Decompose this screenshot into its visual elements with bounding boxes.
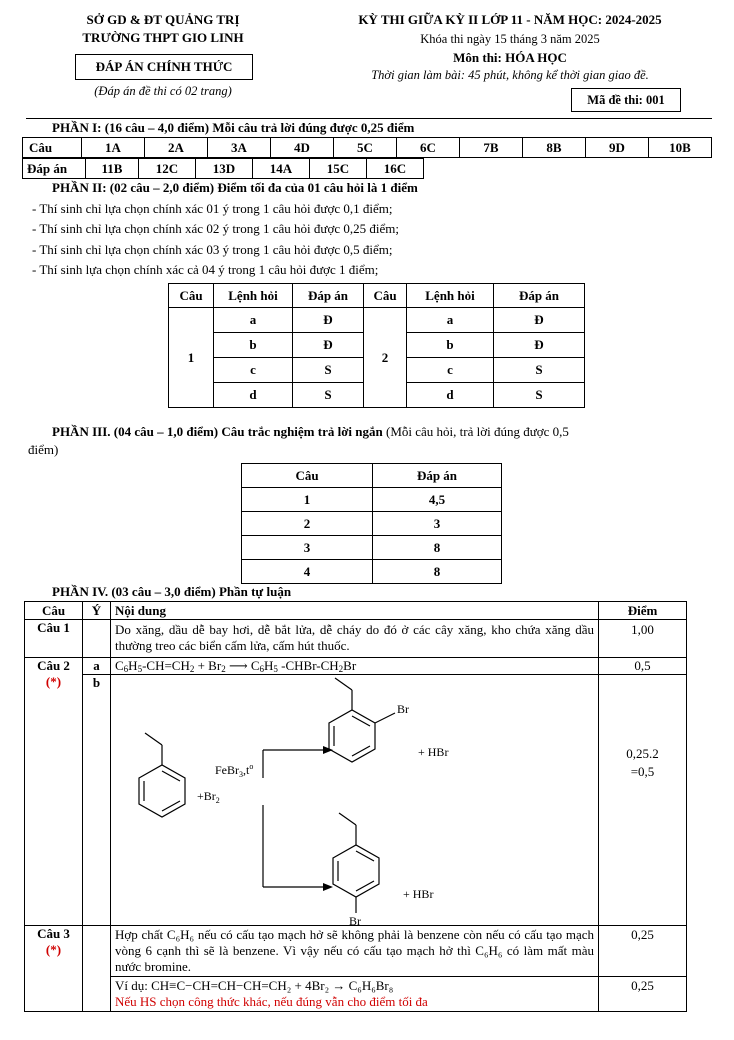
table-row [25,658,687,675]
c2a-score: 0,5 [599,658,687,675]
c2a-letter: a [83,658,111,675]
exam-title: KỲ THI GIỮA KỲ II LỚP 11 - NĂM HỌC: 2024-2025 [358,12,662,27]
part1-cell: 10B [649,138,712,158]
dept-name: SỞ GD & ĐT QUẢNG TRỊ [86,12,240,27]
part3-title-line2: điểm) [28,442,59,457]
part3-header: Đáp án [373,464,502,488]
part1-cell: 3A [208,138,271,158]
part2-header: Đáp án [293,284,364,308]
part2-cell: Đ [293,308,364,333]
part2-header: Lệnh hỏi [407,284,494,308]
part2-header: Lệnh hỏi [214,284,293,308]
part2-q2: 2 [364,308,407,408]
table-row [25,675,687,926]
c3-label-cell [25,926,83,1012]
part1-cell: 4D [271,138,334,158]
table-row [242,536,502,560]
part3-cell: 1 [242,488,373,512]
part3-title [52,424,720,440]
catalyst-label: $FeBr_3,t^o$ [215,762,254,779]
part3-table [241,463,502,584]
br-ortho-label: Br [397,702,409,716]
part1-cell: 8B [523,138,586,158]
part3-cell: 3 [373,512,502,536]
part1-table [22,137,712,158]
c2-star: (*) [45,674,62,689]
pages-note: (Đáp án đề thi có 02 trang) [94,84,232,98]
part1-cell: 11B [86,159,139,179]
c3-text: Hợp chất C₆H₆ nếu có cấu tạo mạch hở sẽ không phải là benzene còn nếu có cấu tạo mạch vòng 6 cạnh thì sẽ là benzene. Vì vậy nếu có cấu tạo mạch hở thì C₆H₆ có làm mất màu nước bromine. [111,926,599,977]
c2-label: Câu 2 [37,658,70,673]
part1-cell: 16C [367,159,424,179]
arrowhead-ortho [323,746,333,754]
table-row [169,308,585,333]
benzene-ring-para [333,845,379,897]
part2-rule: - Thí sinh chỉ lựa chọn chính xác 03 ý trong 1 câu hỏi được 0,5 điểm; [32,242,393,257]
part3-header-row [242,464,502,488]
part2-cell: S [494,358,585,383]
c1-letter-cell [83,620,111,658]
part1-table-row2 [22,158,424,179]
part3-cell: 8 [373,560,502,584]
part4-title: PHẦN IV. (03 câu – 3,0 điểm) Phần tự luận [52,584,292,599]
subject: Môn thi: HÓA HỌC [453,50,567,65]
c3-label: Câu 3 [37,926,70,941]
c3-note: Nếu HS chọn công thức khác, nếu đúng vẫn cho điểm tối đa [115,994,428,1009]
part1-cell: 13D [196,159,253,179]
part2-q1: 1 [169,308,214,408]
table-row [242,560,502,584]
part1-cell: 7B [460,138,523,158]
part2-header: Câu [364,284,407,308]
part2-cell: b [407,333,494,358]
part2-cell: d [407,383,494,408]
part3-cell: 4 [242,560,373,584]
part4-header: Câu [25,602,83,620]
part1-cell: Câu [23,138,82,158]
c3-example-cell [111,977,599,1012]
part2-table [168,283,585,408]
part1-cell: 12C [139,159,196,179]
part3-cell: 2 [242,512,373,536]
part2-cell: S [293,358,364,383]
exam-code: Mã đề thi: 001 [571,88,681,112]
part2-cell: c [407,358,494,383]
part4-table [24,601,687,1012]
c3-score-2: 0,25 [599,977,687,1012]
part3-cell: 3 [242,536,373,560]
part2-cell: a [407,308,494,333]
table-row [25,926,687,977]
c1-score: 1,00 [599,620,687,658]
part2-cell: Đ [494,308,585,333]
reaction-scheme [111,675,599,925]
part3-title-rest: (Mỗi câu hỏi, trả lời đúng được 0,5 [382,424,569,439]
part1-row-2 [23,159,424,179]
header-divider [26,118,712,119]
c2b-score-2: =0,5 [630,764,655,779]
part3-title-bold: PHẦN III. (04 câu – 1,0 điểm) Câu trắc nghiệm trả lời ngắn [52,424,383,439]
c2b-score-1: 0,25.2 [626,746,659,761]
official-box: ĐÁP ÁN CHÍNH THỨC [75,54,253,80]
benzene-ring-start [139,765,185,817]
part4-header: Nội dung [111,602,599,620]
part2-cell: b [214,333,293,358]
part4-header-row [25,602,687,620]
hbr-label-1: + HBr [418,745,449,759]
part2-header: Đáp án [494,284,585,308]
part3-header: Câu [242,464,373,488]
part1-cell: 15C [310,159,367,179]
part2-cell: S [293,383,364,408]
arrowhead-para [323,883,333,891]
part1-cell: 14A [253,159,310,179]
table-row [25,977,687,1012]
c1-text: Do xăng, dầu dễ bay hơi, dễ bắt lửa, dễ cháy do đó ở các cây xăng, kho chứa xăng dầu thường treo các biển cấm lửa, cấm hút thuốc. [111,620,599,658]
c3-star: (*) [45,942,62,957]
table-row [242,512,502,536]
c2a-equation: $C_6H_5-CH=CH_2 + Br_2$ ⟶ $C_6H_5$ $-CHBr-CH_2Br$ [111,658,599,675]
table-row [25,620,687,658]
part1-cell: Đáp án [23,159,86,179]
table-row [242,488,502,512]
c2-label-cell [25,658,83,926]
part2-cell: a [214,308,293,333]
part2-rule: - Thí sinh lựa chọn chính xác cả 04 ý trong 1 câu hỏi được 1 điểm; [32,262,379,277]
c2b-scheme-cell [111,675,599,926]
part2-header-row [169,284,585,308]
c3-score-1: 0,25 [599,926,687,977]
c2b-letter: b [83,675,111,926]
part2-rule: - Thí sinh chỉ lựa chọn chính xác 01 ý trong 1 câu hỏi được 0,1 điểm; [32,201,393,216]
part1-row-1 [23,138,712,158]
part1-cell: 2A [145,138,208,158]
part2-cell: Đ [293,333,364,358]
part1-cell: 9D [586,138,649,158]
c3-example: Ví dụ: CH≡C−CH=CH−CH=CH₂ + 4Br₂ → C₆H₆Br₈ [115,978,394,993]
part3-cell: 4,5 [373,488,502,512]
reagent-br2: $+Br_2$ [197,789,220,805]
exam-date: Khóa thi ngày 15 tháng 3 năm 2025 [420,32,600,46]
part1-cell: 5C [334,138,397,158]
part2-cell: Đ [494,333,585,358]
c1-label: Câu 1 [25,620,83,658]
part2-cell: c [214,358,293,383]
c3-letter-cell [83,926,111,1012]
part4-header: Điểm [599,602,687,620]
part1-cell: 6C [397,138,460,158]
part2-header: Câu [169,284,214,308]
benzene-ring-ortho [329,710,375,762]
part4-header: Ý [83,602,111,620]
time-note: Thời gian làm bài: 45 phút, không kể thời gian giao đề. [371,68,649,82]
part3-cell: 8 [373,536,502,560]
br-para-label: Br [349,914,361,925]
c2b-score [599,675,687,926]
part1-title: PHẦN I: (16 câu – 4,0 điểm) Mỗi câu trả lời đúng được 0,25 điểm [52,120,415,135]
part2-cell: S [494,383,585,408]
part2-title: PHẦN II: (02 câu – 2,0 điểm) Điểm tối đa của 01 câu hỏi là 1 điểm [52,180,418,195]
part2-cell: d [214,383,293,408]
school-name: TRƯỜNG THPT GIO LINH [82,30,244,45]
part1-cell: 1A [82,138,145,158]
hbr-label-2: + HBr [403,887,434,901]
part2-rule: - Thí sinh chỉ lựa chọn chính xác 02 ý trong 1 câu hỏi được 0,25 điểm; [32,221,399,236]
